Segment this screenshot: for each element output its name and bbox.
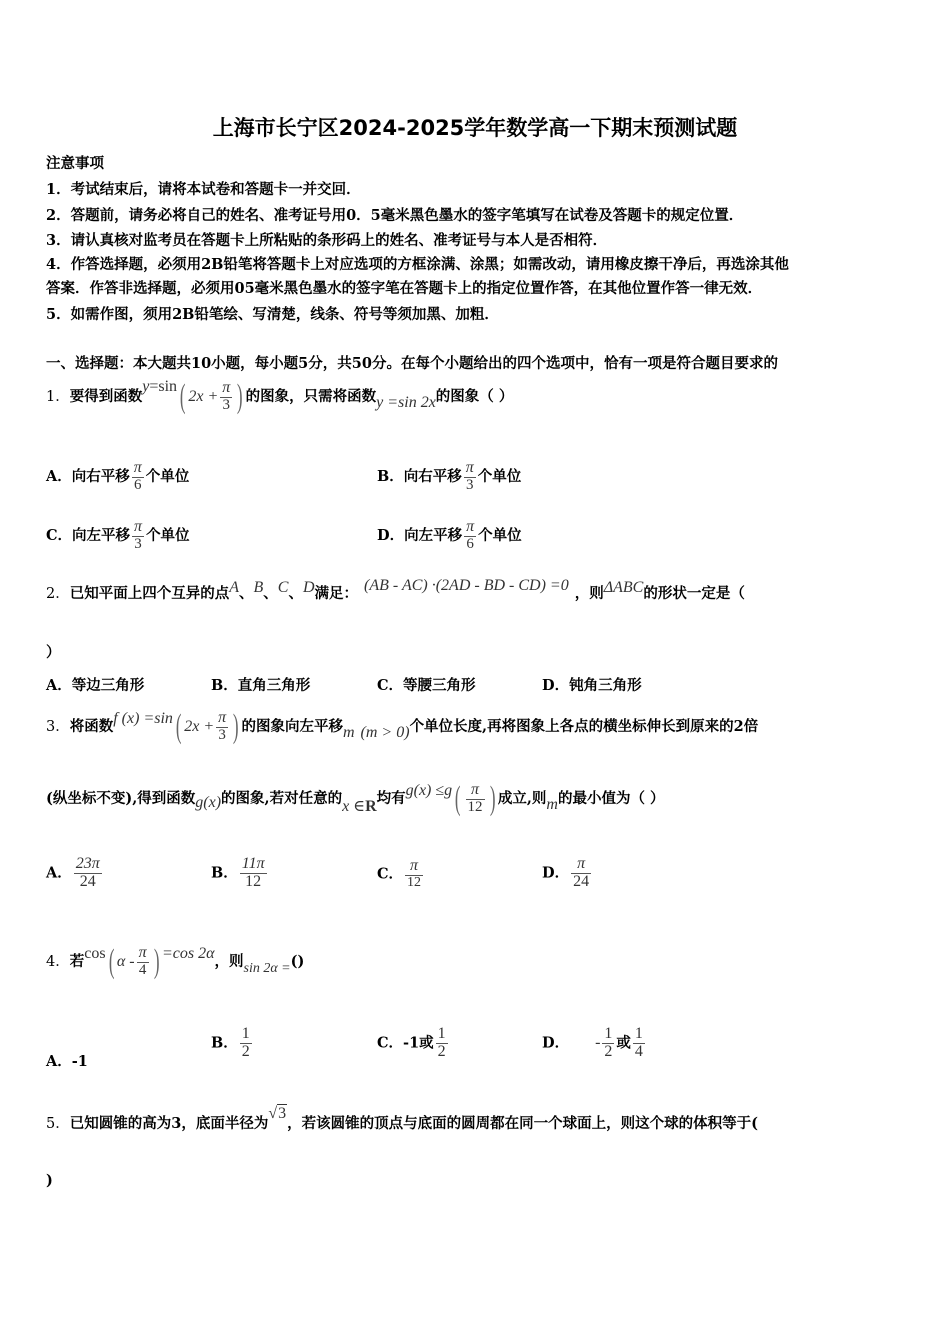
q3-option-a[interactable]: A． $\frac{23\pi}{24}$ <box>46 855 100 890</box>
note-item: 3．请认真核对监考员在答题卡上所粘贴的条形码上的姓名、准考证号与本人是否相符． <box>46 232 608 249</box>
q4-option-b[interactable]: B． $\frac{1}{2}$ <box>211 1025 250 1060</box>
question-3: 3．将函数f (x) =sin( 2x + $\frac{\pi}{3}$ ) 的图象向左平移m (m > 0)个单位长度,再将图象上各点的横坐标伸长到原来的2倍 <box>46 708 759 745</box>
note-item: 4．作答选择题，必须用2B铅笔将答题卡上对应选项的方框涂满、涂黑；如需改动，请用橡皮擦干净后，再选涂其他 <box>46 256 789 273</box>
math-expr: y =sin 2x <box>376 394 436 411</box>
q3-option-c[interactable]: C． $\frac{\pi}{12}$ <box>377 857 422 890</box>
q2-option-b[interactable]: B．直角三角形 <box>211 677 311 694</box>
q4-option-c[interactable]: C．-1或 $\frac{1}{2}$ <box>377 1025 446 1060</box>
q1-option-d[interactable]: D．向左平移 $\frac{\pi}{6}$ 个单位 <box>377 518 522 552</box>
math-expr: f (x) =sin <box>113 710 173 727</box>
question-number: 5． <box>46 1116 70 1132</box>
question-4: 4．若cos( α - $\frac{\pi}{4}$ ) =cos 2α，则sin 2α =() <box>46 943 305 980</box>
question-number: 1． <box>46 389 70 405</box>
question-5-close: ) <box>46 1172 53 1189</box>
notes-heading: 注意事项 <box>46 155 104 172</box>
math-expr: y <box>142 378 150 395</box>
q3-option-b[interactable]: B． $\frac{11\pi}{12}$ <box>211 855 265 890</box>
section-heading: 一、选择题：本大题共10小题，每小题5分，共50分。在每个小题给出的四个选项中，恰有一项是符合题目要求的 <box>46 355 778 372</box>
q2-option-d[interactable]: D．钝角三角形 <box>542 677 642 694</box>
q2-option-c[interactable]: C．等腰三角形 <box>377 677 476 694</box>
question-2-close: ） <box>46 644 61 661</box>
q2-option-a[interactable]: A．等边三角形 <box>46 677 145 694</box>
q1-option-a[interactable]: A．向右平移 $\frac{\pi}{6}$ 个单位 <box>46 459 190 493</box>
question-number: 2． <box>46 586 70 602</box>
q4-option-d[interactable]: D． - $\frac{1}{2}$ 或 $\frac{1}{4}$ <box>542 1025 643 1060</box>
question-number: 4． <box>46 954 70 970</box>
note-item: 2．答题前，请务必将自己的姓名、准考证号用0．5毫米黑色墨水的签字笔填写在试卷及答题卡的规定位置． <box>46 207 744 224</box>
q1-option-c[interactable]: C．向左平移 $\frac{\pi}{3}$ 个单位 <box>46 518 190 552</box>
math-expr: (AB - AC) ·(2AD - BD - CD) =0 <box>364 577 569 594</box>
question-number: 3． <box>46 719 70 735</box>
page-title: 上海市长宁区2024-2025学年数学高一下期末预测试题 <box>212 116 738 140</box>
question-1: 1．要得到函数y=sin( 2x + $\frac{\pi}{3}$ ) 的图象，只需将函数y =sin 2x的图象（ ） <box>46 378 514 415</box>
note-item: 5．如需作图，须用2B铅笔绘、写清楚，线条、符号等须加黑、加粗． <box>46 306 499 323</box>
note-item: 答案．作答非选择题，必须用05毫米黑色墨水的签字笔在答题卡上的指定位置作答，在其他位置作答一律无效． <box>46 280 763 297</box>
q1-option-b[interactable]: B．向右平移 $\frac{\pi}{3}$ 个单位 <box>377 459 522 493</box>
q3-option-d[interactable]: D． $\frac{\pi}{24}$ <box>542 855 590 890</box>
q4-option-a[interactable]: A．-1 <box>46 1053 88 1070</box>
question-5: 5．已知圆锥的高为3，底面半径为√3，若该圆锥的顶点与底面的圆周都在同一个球面上，则这个球的体积等于( <box>46 1105 758 1132</box>
note-item: 1．考试结束后，请将本试卷和答题卡一并交回． <box>46 181 361 198</box>
question-2: 2．已知平面上四个互异的点A、B、C、D满足： (AB - AC) ·(2AD - BD - CD) =0 ，则ΔABC的形状一定是（ <box>46 577 745 602</box>
question-3-cont: (纵坐标不变),得到函数g(x)的图象,若对任意的x ∈R均有g(x) ≤g( $\frac{\pi}{12}$ ) 成立,则m的最小值为（ ） <box>46 780 665 817</box>
